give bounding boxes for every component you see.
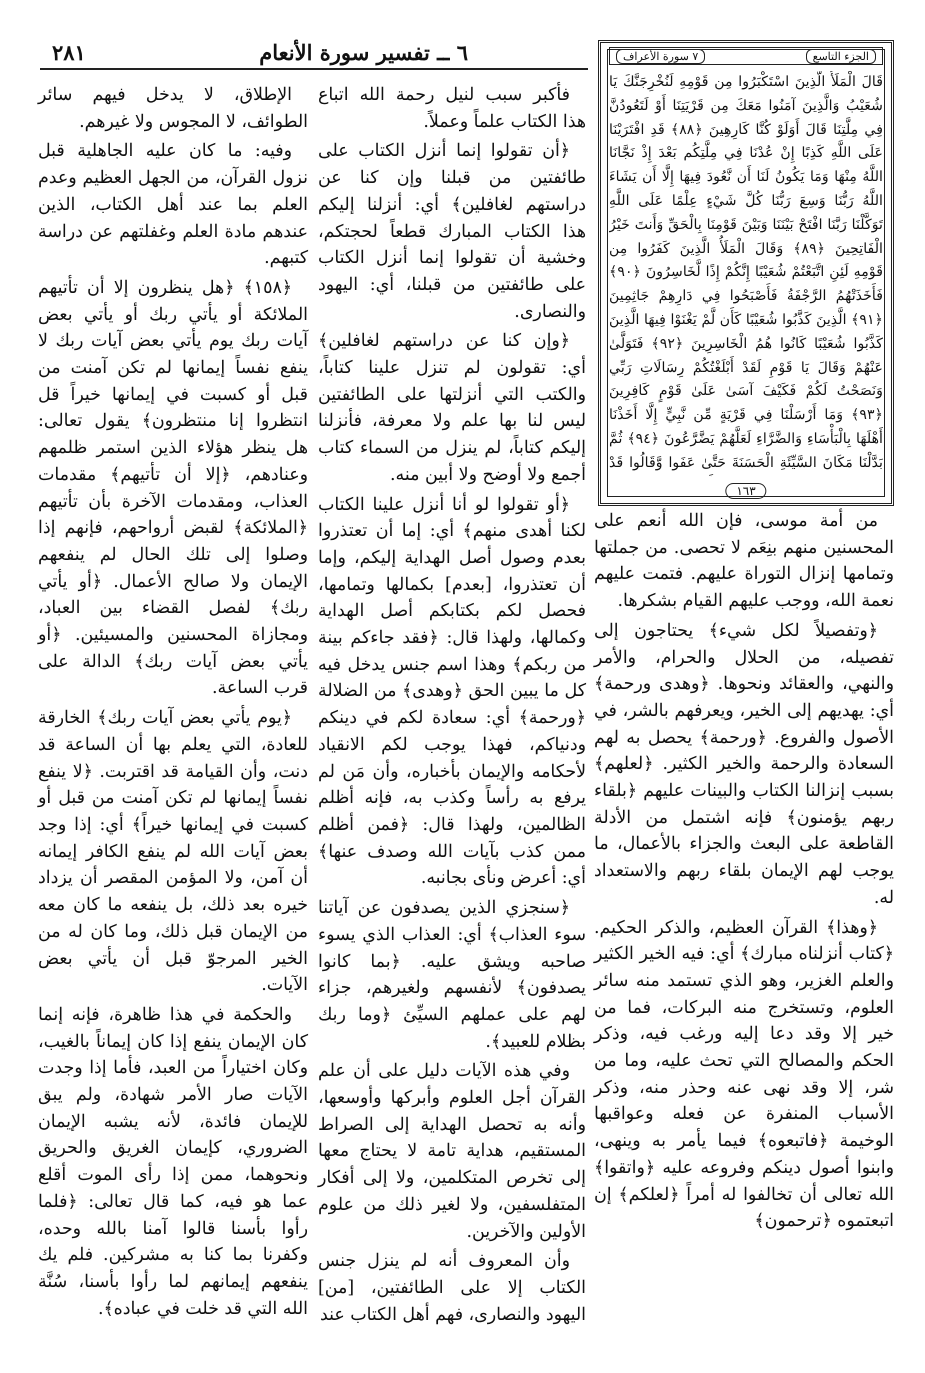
paragraph: ﴿أو تقولوا لو أنا أنزل علينا الكتاب لكنا أهدى منهم﴾ أي: إما أن تعتذروا بعدم وصول أصل الهداية إليكم، وإما أن تعتذروا، [بعدم] بكمالها وتمامها، فحصل لكم بكتابكم أصل الهداية وكمالها، ولهذا قال: ﴿فقد جاءكم بينة من ربكم﴾ وهذا اسم جنس يدخل فيه كل ما يبين الحق ﴿وهدى﴾ من الضلالة ﴿ورحمة﴾ أي: سعادة لكم في دينكم ودنياكم، فهذا يوجب لكم الانقياد لأحكامه والإيمان بأخباره، وأن مَن لم يرفع به رأساً وكذب به، فإنه أظلم الظالمين، ولهذا قال: ﴿فمن أظلم ممن كذب بآيات الله وصدف عنها﴾ أي: أعرض ونأى بجانبه. <box>318 494 586 889</box>
paragraph: ﴿سنجزي الذين يصدفون عن آياتنا سوء العذاب﴾ أي: العذاب الذي يسوء صاحبه ويشق عليه. ﴿بما كانوا يصدفون﴾ لأنفسهم ولغيرهم، جزاء لهم على عملهم السيِّئ ﴿وما ربك بظلام للعبيد﴾. <box>318 898 586 1052</box>
paragraph: ﴿أن تقولوا إنما أنزل الكتاب على طائفتين من قبلنا وإن كنا عن دراستهم لغافلين﴾ أي: أنزلنا إليكم هذا الكتاب المبارك قطعاً لحجتكم، وخشية أن تقولوا إنما أنزل الكتاب على طائفتين من قبلنا، أي: اليهود والنصارى. <box>318 141 586 322</box>
paragraph: ﴿١٥٨﴾ ﴿هل ينظرون إلا أن تأتيهم الملائكة أو يأتي ربك أو يأتي بعض آيات ربك يوم يأتي بعض آيات ربك لا ينفع نفساً إيمانها لم تكن آمنت من قبل أو كسبت في إيمانها خيراً قل انتظروا إنا منتظرون﴾ يقول تعالى: هل ينظر هؤلاء الذين استمر ظلمهم وعنادهم، ﴿إلا أن تأتيهم﴾ مقدمات العذاب، ومقدمات الآخرة بأن تأتيهم ﴿الملائكة﴾ لقبض أرواحهم، فإنهم إذا وصلوا إلى تلك الحال لم ينفعهم الإيمان ولا صالح الأعمال. ﴿أو يأتي ربك﴾ لفصل القضاء بين العباد، ومجازاة المحسنين والمسيئين. ﴿أو يأتي بعض آيات ربك﴾ الدالة على قرب الساعة. <box>38 277 308 699</box>
paragraph: ﴿وتفصيلاً لكل شيء﴾ يحتاجون إلى تفصيله، من الحلال والحرام، والأمر والنهي، والعقائد ونحوها. ﴿وهدى ورحمة﴾ أي: يهديهم إلى الخير، ويعرفهم بالشر، في الأصول والفروع. ﴿ورحمة﴾ يحصل به لهم السعادة والرحمة والخير الكثير. ﴿لعلهم﴾ بسبب إنزالنا الكتاب والبينات عليهم ﴿بلقاء ربهم يؤمنون﴾ فإنه اشتمل من الأدلة القاطعة على البعث والجزاء بالأعمال، ما يوجب لهم الإيمان بلقاء ربهم والاستعداد له. <box>594 620 894 908</box>
paragraph: ﴿يوم يأتي بعض آيات ربك﴾ الخارقة للعادة، التي يعلم بها أن الساعة قد دنت، وأن القيامة قد اقتربت. ﴿لا ينفع نفساً إيمانها لم تكن آمنت من قبل أو كسبت في إيمانها خيراً﴾ أي: إذا وجد بعض آيات الله لم ينفع الكافر إيمانه أن آمن، ولا المؤمن المقصر أن يزداد خيره بعد ذلك، بل ينفعه ما كان معه من الإيمان قبل ذلك، وما كان له من الخير المرجوّ قبل أن يأتي بعض الآيات. <box>38 708 308 996</box>
quran-mushaf-box <box>598 40 894 506</box>
paragraph: والحكمة في هذا ظاهرة، فإنه إنما كان الإيمان ينفع إذا كان إيماناً بالغيب، وكان اختياراً من العبد، فأما إذا وجدت الآيات صار الأمر شهادة، ولم يبق للإيمان فائدة، لأنه يشبه الإيمان الضروري، كإيمان الغريق والحريق ونحوهما، ممن إذا رأى الموت أقلع عما هو فيه، كما قال تعالى: ﴿فلما رأوا بأسنا قالوا آمنا بالله وحده، وكفرنا بما كنا به مشركين. فلم يك ينفعهم إيمانهم لما رأوا بأسنا، سُنَّة الله التي قد خلت في عباده﴾. <box>38 1004 308 1319</box>
paragraph: الإطلاق، لا يدخل فيهم سائر الطوائف، لا المجوس ولا غيرهم. <box>38 85 308 132</box>
paragraph: فأكبر سبب لنيل رحمة الله اتباع هذا الكتاب علماً وعملاً. <box>318 85 586 132</box>
header-title: ٦ ــ تفسير سورة الأنعام <box>259 40 468 65</box>
column-middle <box>318 82 586 1331</box>
header-page-number: ٢٨١ <box>52 40 86 65</box>
quran-box-top-bar <box>609 47 883 65</box>
paragraph: وفي هذه الآيات دليل على أن علم القرآن أجل العلوم وأبركها وأوسعها، وأنه به تحصل الهداية إلى الصراط المستقيم، هداية تامة لا يحتاج معها إلى تخرص المتكلمين، ولا إلى أفكار المتفلسفين، ولا لغير ذلك من علوم الأولين والآخرين. <box>318 1061 586 1242</box>
column-left <box>38 82 308 1325</box>
page-header <box>40 38 588 72</box>
header-divider <box>40 68 588 70</box>
mushaf-page-number: ١٦٣ <box>725 483 766 499</box>
column-right <box>594 508 894 1238</box>
paragraph: ﴿وإن كنا عن دراستهم لغافلين﴾ أي: تقولون لم تنزل علينا كتاباً، والكتب التي أنزلتها على الطائفتين ليس لنا بها علم ولا معرفة، فأنزلنا إليكم كتاباً، لم ينزل من السماء كتاب أجمع ولا أوضح ولا أبين منه. <box>318 331 586 485</box>
surah-label: ٧ سورة الأعراف <box>616 49 705 64</box>
quran-verses: قَالَ الْمَلَأُ الَّذِينَ اسْتَكْبَرُوا مِن قَوْمِهِ لَنُخْرِجَنَّكَ يَا شُعَيْبُ وَالَّذِينَ آمَنُوا مَعَكَ مِن قَرْيَتِنَا أَوْ لَتَعُودُنَّ فِي مِلَّتِنَا قَالَ أَوَلَوْ كُنَّا كَارِهِينَ ﴿٨٨﴾ قَدِ افْتَرَيْنَا عَلَى اللَّهِ كَذِبًا إِنْ عُدْنَا فِي مِلَّتِكُم بَعْدَ إِذْ نَجَّانَا اللَّهُ مِنْهَا وَمَا يَكُونُ لَنَا أَن نَّعُودَ فِيهَا إِلَّا أَن يَشَاءَ اللَّهُ رَبُّنَا وَسِعَ رَبُّنَا كُلَّ شَيْءٍ عِلْمًا عَلَى اللَّهِ تَوَكَّلْنَا رَبَّنَا افْتَحْ بَيْنَنَا وَبَيْنَ قَوْمِنَا بِالْحَقِّ وَأَنتَ خَيْرُ الْفَاتِحِينَ ﴿٨٩﴾ وَقَالَ الْمَلَأُ الَّذِينَ كَفَرُوا مِن قَوْمِهِ لَئِنِ اتَّبَعْتُمْ شُعَيْبًا إِنَّكُمْ إِذًا لَّخَاسِرُونَ ﴿٩٠﴾ فَأَخَذَتْهُمُ الرَّجْفَةُ فَأَصْبَحُوا فِي دَارِهِمْ جَاثِمِينَ ﴿٩١﴾ الَّذِينَ كَذَّبُوا شُعَيْبًا كَأَن لَّمْ يَغْنَوْا فِيهَا الَّذِينَ كَذَّبُوا شُعَيْبًا كَانُوا هُمُ الْخَاسِرِينَ ﴿٩٢﴾ فَتَوَلَّىٰ عَنْهُمْ وَقَالَ يَا قَوْمِ لَقَدْ أَبْلَغْتُكُمْ رِسَالَاتِ رَبِّي وَنَصَحْتُ لَكُمْ فَكَيْفَ آسَىٰ عَلَىٰ قَوْمٍ كَافِرِينَ ﴿٩٣﴾ وَمَا أَرْسَلْنَا فِي قَرْيَةٍ مِّن نَّبِيٍّ إِلَّا أَخَذْنَا أَهْلَهَا بِالْبَأْسَاءِ وَالضَّرَّاءِ لَعَلَّهُمْ يَضَّرَّعُونَ ﴿٩٤﴾ ثُمَّ بَدَّلْنَا مَكَانَ السَّيِّئَةِ الْحَسَنَةَ حَتَّىٰ عَفَوا وَّقَالُوا قَدْ <box>609 74 883 471</box>
paragraph: وأن المعروف أنه لم ينزل جنس الكتاب إلا على الطائفتين، [من] اليهود والنصارى، فهم أهل الكتاب عند <box>318 1251 586 1325</box>
juz-label: الجزء التاسع <box>806 49 876 64</box>
paragraph: من أمة موسى، فإن الله أنعم على المحسنين منهم بنِعَم لا تحصى. من جملتها وتمامها إنزال التوراة عليهم. فتمت عليهم نعمة الله، ووجب عليهم القيام بشكرها. <box>594 511 894 612</box>
paragraph: وفيه: ما كان عليه الجاهلية قبل نزول القرآن، من الجهل العظيم وعدم العلم بما عند أهل الكتاب، الذين عندهم مادة العلم وغفلتهم عن دراسة كتبهم. <box>38 141 308 269</box>
paragraph: ﴿وهذا﴾ القرآن العظيم، والذكر الحكيم. ﴿كتاب أنزلناه مبارك﴾ أي: فيه الخير الكثير والعلم الغزير، وهو الذي تستمد منه سائر العلوم، وتستخرج منه البركات، فما من خير إلا وقد دعا إليه ورغب فيه، وذكر الحكم والمصالح التي تحث عليه، وما من شر، إلا وقد نهى عنه وحذر منه، وذكر الأسباب المنفرة عن فعله وعواقبها الوخيمة ﴿فاتبعوه﴾ فيما يأمر به وينهى، وابنوا أصول دينكم وفروعه عليه ﴿واتقوا﴾ الله تعالى أن تخالفوا له أمراً ﴿لعلكم﴾ إن اتبعتموه ﴿ترحمون﴾ <box>594 917 894 1232</box>
